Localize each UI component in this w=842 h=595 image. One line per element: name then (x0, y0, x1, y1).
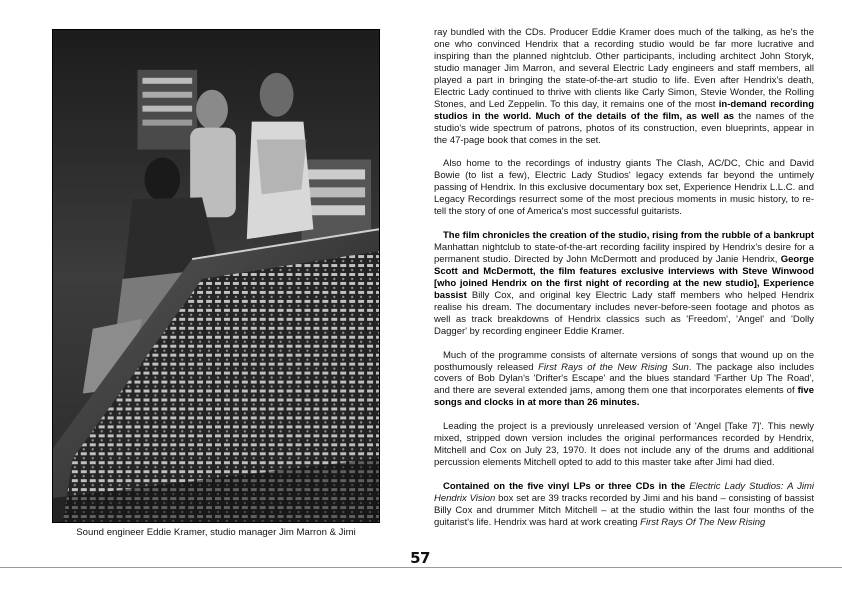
paragraph-2: Also home to the recordings of industry giants The Clash, AC/DC, Chic and David Bowie (to list a few), Electric Lady Studios' legacy extends far beyond the untimely passing of Hendrix. In this exclusive documentary box set, Experience Hendrix L.L.C. and Legacy Recordings resurrect some of the most precious moments in music history, to re-tell the story of one of America's most successful guitarists. (434, 158, 814, 218)
paragraph-6-text-a: Contained on the five vinyl LPs or three CDs in the (443, 480, 690, 492)
studio-photo (52, 29, 380, 523)
paragraph-3 (434, 230, 814, 338)
article-text (434, 27, 814, 541)
paragraph-6-text-b: box set are 39 tracks recorded by Jimi and his band – consisting of bassist Billy Cox and drummer Mitch Mitchell – at the studio within the last four months of the guitarist's life. Hendrix was hard at work creating (434, 492, 814, 528)
paragraph-5: Leading the project is a previously unreleased version of 'Angel [Take 7]'. This newly mixed, stripped down version includes the original performances recorded by Hendrix, Mitchell and Cox on July 23, 1970. It does not include any of the drums and additional percussion elements Mitchell opted to add to this master take after Jimi had died. (434, 421, 814, 469)
paragraph-4-text-c: five songs and clocks in at more than 26 minutes. (434, 385, 814, 409)
paragraph-3-text-a: The film chronicles the creation of the studio, rising from the rubble of a bankrupt (443, 230, 814, 242)
paragraph-4-text-b: . The package also includes covers of Bob Dylan's 'Drifter's Escape' and the blues standard 'Farther Up The Road', and there are several extended jams, among them one that incorporates elements of (434, 361, 814, 397)
paragraph-3-text-c: George Scott and McDermott, the film features exclusive interviews with Steve Winwood [who joined Hendrix on the first night of recording at the new studio], Experience bassist (434, 253, 814, 301)
paragraph-6-album-title: First Rays Of The New Rising (640, 516, 766, 528)
page-number: 57 (410, 549, 430, 567)
paragraph-4 (434, 350, 814, 410)
paragraph-1 (434, 27, 814, 147)
bottom-divider (0, 567, 842, 568)
paragraph-3-text-d: Billy Cox, and original key Electric Lady staff members who helped Hendrix realise his dream. The documentary includes never-before-seen footage and photos as well as track breakdowns of Hendrix classics such as 'Freedom', 'Angel' and 'Dolly Dagger' by recording engineer Eddie Kramer. (434, 289, 814, 337)
paragraph-3-text-b: Manhattan nightclub to state-of-the-art recording facility inspired by Hendrix's desire for a permanent studio. Directed by John McDermott and produced by Janie Hendrix, (434, 242, 814, 265)
paragraph-1-text-b: in-demand recording studios in the world. Much of the details of the film, as well as (434, 98, 815, 122)
studio-photo-image (53, 30, 379, 522)
paragraph-6-box-set-title: Electric Lady Studios: A Jimi Hendrix Vision (434, 480, 814, 504)
photo-caption: Sound engineer Eddie Kramer, studio manager Jim Marron & Jimi (76, 527, 356, 538)
paragraph-4-text-a: Much of the programme consists of alternate versions of songs that wound up on the posthumously released (434, 349, 814, 373)
paragraph-1-text-c: the names of the studio's wide spectrum of patrons, photos of its construction, even blueprints, appear in the 47-page book that comes in the set. (434, 110, 814, 146)
paragraph-6 (434, 481, 814, 529)
paragraph-1-text-a: ray bundled with the CDs. Producer Eddie Kramer does much of the talking, as he's the one who convinced Hendrix that a recording studio would be far more lucrative and inspiring than the planned nightclub. Other participants, including architect John Storyk, studio manager Jim Marron, and several Electric Lady engineers and staff members, all played a part in bringing the state-of-the-art studio to life. Even after Hendrix's death, Electric Lady continued to thrive with clients like Carly Simon, Stevie Wonder, the Rolling Stones, and Led Zeppelin. To this day, it remains one of the most (434, 27, 814, 110)
paragraph-4-album-title: First Rays of the New Rising Sun (538, 361, 689, 373)
